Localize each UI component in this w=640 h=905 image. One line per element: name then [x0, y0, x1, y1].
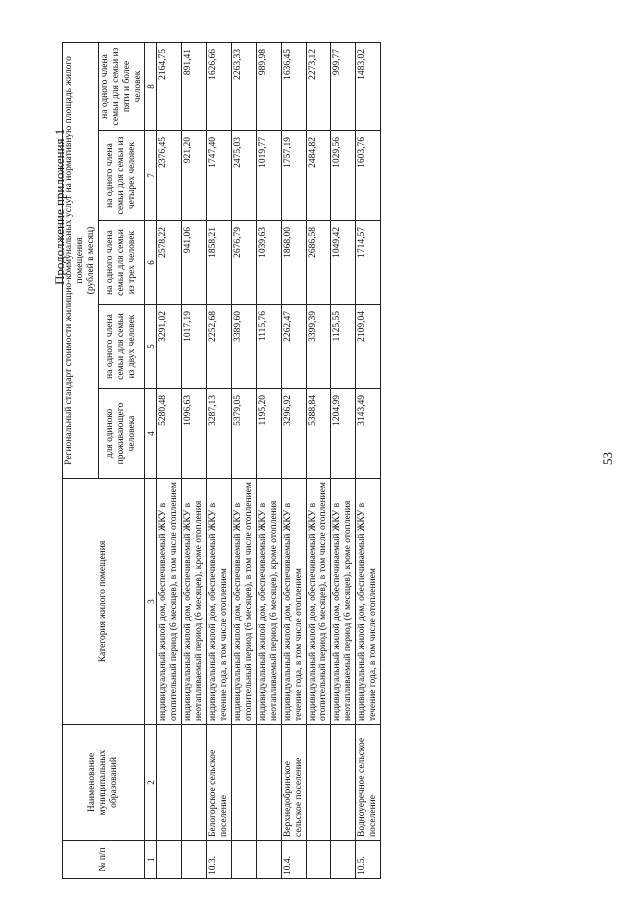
municipality-name: [331, 725, 356, 841]
standard-value: 3389,60: [231, 305, 256, 389]
column-number: 8: [145, 42, 157, 130]
header-regional-standard: [63, 42, 99, 478]
row-number: [306, 841, 331, 879]
header-sub-1: для одиноко проживающего человека: [98, 389, 145, 479]
municipality-name: [231, 725, 256, 841]
standard-value: 1017,19: [182, 305, 207, 389]
standard-value: 1603,76: [356, 131, 381, 221]
standards-table: [62, 42, 381, 879]
column-number: 7: [145, 131, 157, 221]
standard-value: 2262,47: [281, 305, 306, 389]
standard-value: 5388,84: [306, 389, 331, 479]
standard-value: 2273,12: [306, 42, 331, 130]
standard-value: 2109,04: [356, 305, 381, 389]
column-number: 4: [145, 389, 157, 479]
standard-value: 2578,22: [157, 221, 182, 305]
page-number: 53: [600, 452, 615, 465]
standard-value: 1858,21: [207, 221, 232, 305]
table-row: [207, 42, 232, 878]
standard-value: 5280,48: [157, 389, 182, 479]
housing-category: индивидуальный жилой дом, обеспечиваемый ЖКУ в неотапливаемый период (6 месяцев), кроме отопления: [331, 479, 356, 725]
standard-value: 1125,55: [331, 305, 356, 389]
standard-value: 891,41: [182, 42, 207, 130]
standard-value: 5379,05: [231, 389, 256, 479]
standard-value: 1115,76: [256, 305, 281, 389]
standard-value: 1204,99: [331, 389, 356, 479]
column-number: 1: [145, 841, 157, 879]
continuation-label: Продолжение приложения 1: [52, 128, 67, 285]
standard-value: 3143,49: [356, 389, 381, 479]
municipality-name: Водноуеречное сельское поселение: [356, 725, 381, 841]
standard-value: 921,20: [182, 131, 207, 221]
municipality-name: [306, 725, 331, 841]
standard-value: 989,98: [256, 42, 281, 130]
housing-category: индивидуальный жилой дом, обеспечиваемый ЖКУ в течение года, в том числе отоплением: [281, 479, 306, 725]
housing-category: индивидуальный жилой дом, обеспечиваемый ЖКУ в неотапливаемый период (6 месяцев), кроме отопления: [256, 479, 281, 725]
standard-value: 1029,56: [331, 131, 356, 221]
table-row: [182, 42, 207, 878]
column-number-row: [145, 42, 157, 878]
standard-value: 1019,77: [256, 131, 281, 221]
row-number: [182, 841, 207, 879]
header-sub-5: на одного члена семьи для семьи из пяти и более человек: [98, 42, 145, 130]
standard-value: 1636,45: [281, 42, 306, 130]
standard-value: 941,06: [182, 221, 207, 305]
standard-value: 2252,68: [207, 305, 232, 389]
standard-value: 2376,45: [157, 131, 182, 221]
standard-value: 2676,79: [231, 221, 256, 305]
standard-value: 1039,63: [256, 221, 281, 305]
housing-category: индивидуальный жилой дом, обеспечиваемый ЖКУ в отопительный период (6 месяцев), в том числе отоплением: [306, 479, 331, 725]
standard-value: 1483,02: [356, 42, 381, 130]
standard-value: 1868,00: [281, 221, 306, 305]
column-number: 2: [145, 725, 157, 841]
standard-value: 1096,63: [182, 389, 207, 479]
header-units: (рублей в месяц): [85, 226, 96, 295]
standard-value: 2475,03: [231, 131, 256, 221]
header-sub-2: на одного члена семьи для семьи из двух человек: [98, 305, 145, 389]
row-number: 10.4.: [281, 841, 306, 879]
row-number: [331, 841, 356, 879]
table-row: [281, 42, 306, 878]
table-row: [256, 42, 281, 878]
standard-value: 3296,92: [281, 389, 306, 479]
table-body: [157, 42, 381, 878]
housing-category: индивидуальный жилой дом, обеспечиваемый ЖКУ в отопительный период (6 месяцев), в том числе отоплением: [157, 479, 182, 725]
municipality-name: Белогорское сельское поселение: [207, 725, 232, 841]
standard-value: 1747,40: [207, 131, 232, 221]
header-sub-4: на одного члена семьи для семьи из четырех человек: [98, 131, 145, 221]
row-number: [231, 841, 256, 879]
header-regional-standard-text: Региональный стандарт стоимости жилищно-коммунальных услуг на нормативную площадь жилого помещения: [64, 56, 85, 465]
standard-value: 1626,66: [207, 42, 232, 130]
municipality-name: Верхнедобринское сельское поселение: [281, 725, 306, 841]
table-row: [157, 42, 182, 878]
standard-value: 3399,39: [306, 305, 331, 389]
standard-value: 2164,75: [157, 42, 182, 130]
column-number: 5: [145, 305, 157, 389]
standard-value: 2686,58: [306, 221, 331, 305]
standard-value: 3287,13: [207, 389, 232, 479]
header-row-1: [63, 42, 99, 878]
column-number: 6: [145, 221, 157, 305]
housing-category: индивидуальный жилой дом, обеспечиваемый ЖКУ в отопительный период (6 месяцев), в том числе отоплением: [231, 479, 256, 725]
municipality-name: [182, 725, 207, 841]
standard-value: 999,77: [331, 42, 356, 130]
table-row: [306, 42, 331, 878]
column-number: 3: [145, 479, 157, 725]
header-col-name: Наименование муниципальных образований: [63, 725, 145, 841]
header-col-no: № п/п: [63, 841, 145, 879]
standard-value: 2484,82: [306, 131, 331, 221]
standard-value: 1714,57: [356, 221, 381, 305]
standard-value: 1757,19: [281, 131, 306, 221]
table-row: [231, 42, 256, 878]
header-sub-3: на одного члена семьи для семьи из трех человек: [98, 221, 145, 305]
row-number: 10.3.: [207, 841, 232, 879]
row-number: 10.5.: [356, 841, 381, 879]
standard-value: 3291,02: [157, 305, 182, 389]
standard-value: 1049,42: [331, 221, 356, 305]
row-number: [256, 841, 281, 879]
table-row: [356, 42, 381, 878]
municipality-name: [256, 725, 281, 841]
header-col-category: Категория жилого помещения: [63, 479, 145, 725]
standard-value: 2263,33: [231, 42, 256, 130]
row-number: [157, 841, 182, 879]
housing-category: индивидуальный жилой дом, обеспечиваемый ЖКУ в неотапливаемый период (6 месяцев), кроме отопления: [182, 479, 207, 725]
standard-value: 1195,20: [256, 389, 281, 479]
municipality-name: [157, 725, 182, 841]
table-row: [331, 42, 356, 878]
housing-category: индивидуальный жилой дом, обеспечиваемый ЖКУ в течение года, в том числе отоплением: [356, 479, 381, 725]
housing-category: индивидуальный жилой дом, обеспечиваемый ЖКУ в течение года, в том числе отоплением: [207, 479, 232, 725]
